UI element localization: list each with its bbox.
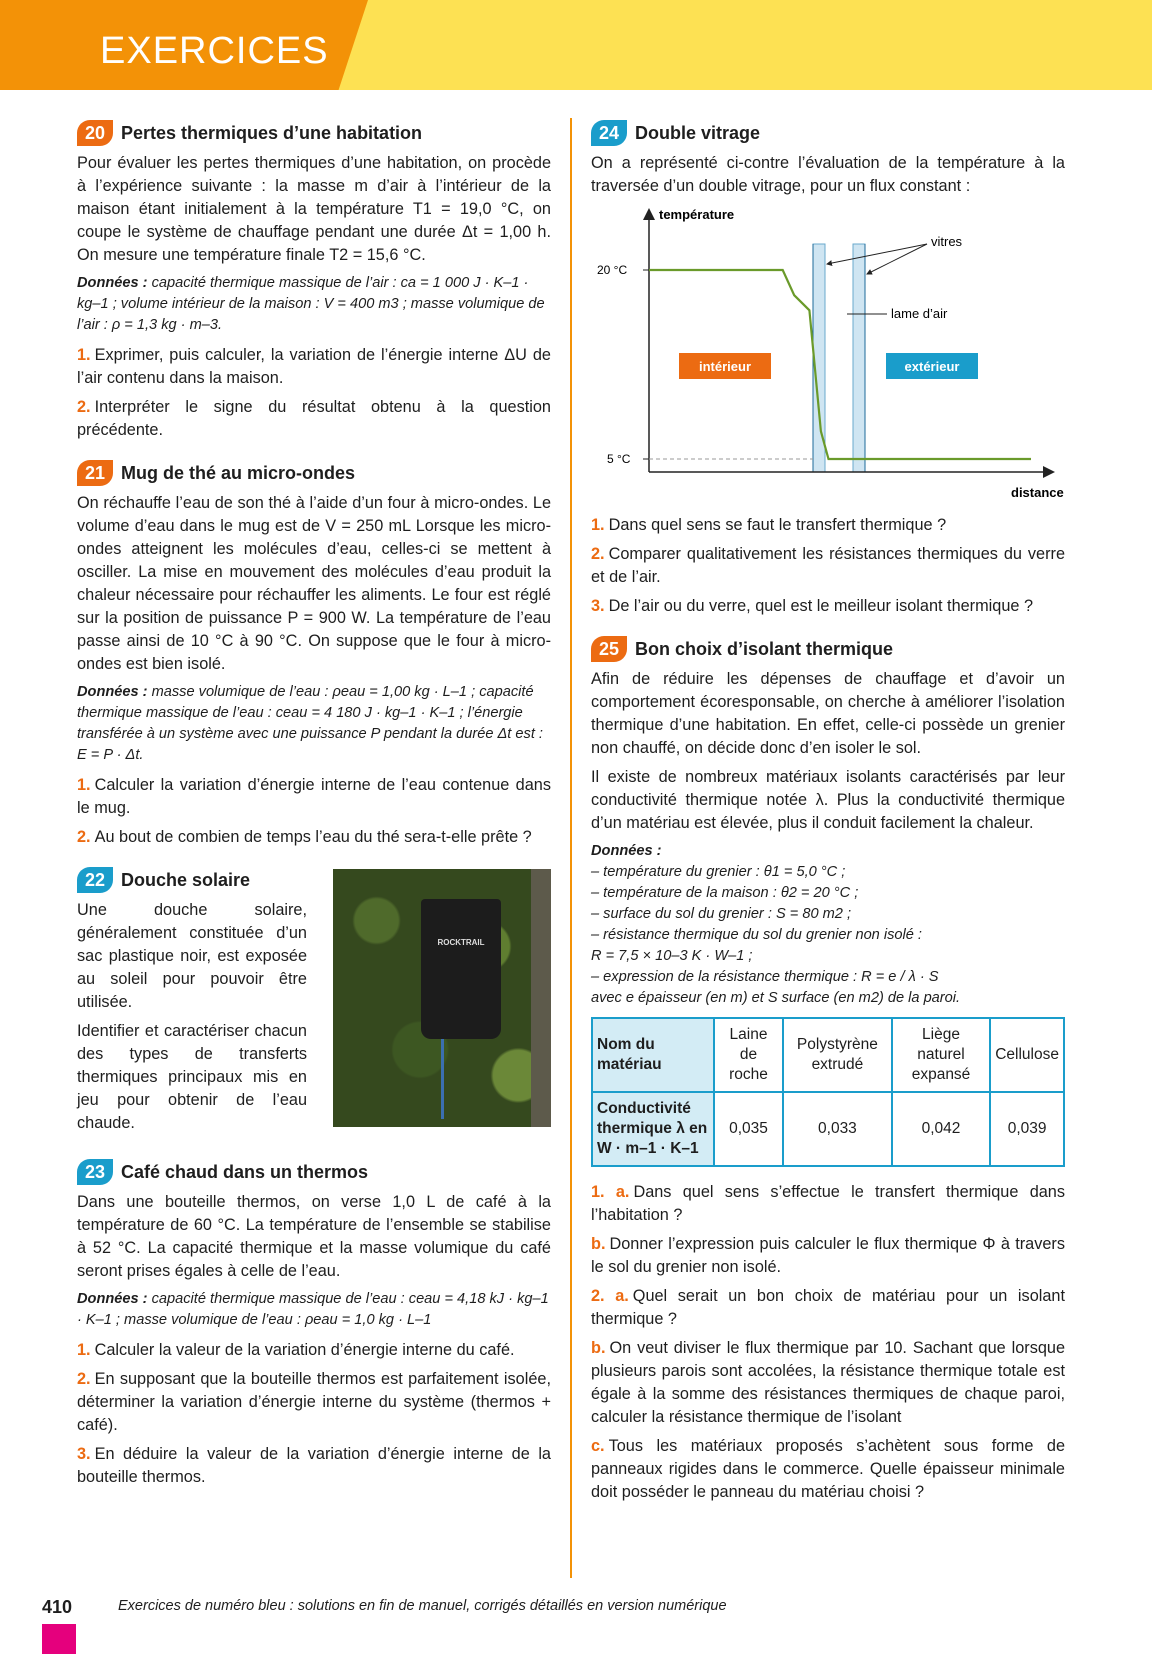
data-item: – expression de la résistance thermique : R = e / λ · S	[591, 969, 939, 985]
table-cell: Cellulose	[990, 1018, 1064, 1092]
table-cell: 0,042	[892, 1092, 990, 1166]
exercise-title: Douche solaire	[121, 869, 251, 890]
data-text: capacité thermique massique de l’eau : ceau = 4,18 kJ · kg–1 · K–1 ; masse volumique de l’eau : ρeau = 1,0 kg · L–1	[77, 1291, 549, 1328]
exercise-number: 24	[591, 120, 627, 146]
page-number: 410	[42, 1597, 73, 1617]
shower-hose	[441, 1039, 444, 1119]
glass-pane-2	[853, 244, 865, 472]
table-cell: Laine de roche	[714, 1018, 783, 1092]
question: 3. En déduire la valeur de la variation d’énergie interne de la bouteille thermos.	[77, 1445, 551, 1486]
data-item: – température de la maison : θ2 = 20 °C ;	[591, 885, 859, 901]
table-row	[592, 1018, 1064, 1092]
question: 2. a. Quel serait un bon choix de matériau pour un isolant thermique ?	[591, 1287, 1065, 1328]
exercise-title: Mug de thé au micro-ondes	[121, 462, 356, 483]
question: c. Tous les matériaux proposés s’achètent sous forme de panneaux rigides dans le commerce. Quelle épaisseur minimale doit posséder le panneau du matériau choisi ?	[591, 1437, 1065, 1501]
exercise-text: Une douche solaire, généralement constituée d’un sac plastique noir, est exposée au soleil pour pouvoir être utilisée.	[77, 901, 307, 1011]
table-cell: 0,033	[783, 1092, 892, 1166]
exercise-title: Bon choix d’isolant thermique	[635, 638, 894, 659]
shower-bag	[421, 899, 501, 1039]
exercise-23	[77, 1159, 551, 1489]
exercise-25	[591, 636, 1065, 1504]
annotation-vitres: vitres	[931, 234, 963, 249]
exercise-number: 20	[77, 120, 113, 146]
right-column	[591, 120, 1065, 1522]
exercise-text: On réchauffe l’eau de son thé à l’aide d’un four à micro-ondes. Le volume d’eau dans le mug est de V = 250 mL Lorsque les micro-ondes atteignent les molécules d’eau, celles-ci se mettent à osciller. La mise en mouvement des molécules d’eau produit la chaleur nécessaire pour réchauffer les aliments. Le four est réglé sur la position de puissance P = 900 W. La température de l’eau passe ainsi de 10 °C à 90 °C. On suppose que le four à micro-ondes est bien isolé.	[77, 494, 551, 673]
data-text: masse volumique de l’eau : ρeau = 1,00 kg · L–1 ; capacité thermique massique de l’eau : ceau = 4 180 J · kg–1 · K–1 ; l’énergie transférée à un système avec une puissance P pendant la durée Δt est : E = P · Δt.	[77, 684, 543, 763]
data-block	[591, 841, 1065, 1009]
page-title: EXERCICES	[100, 30, 329, 72]
exercise-number: 25	[591, 636, 627, 662]
data-note: avec e épaisseur (en m) et S surface (en m2) de la paroi.	[591, 990, 961, 1006]
y-axis-label: température	[659, 207, 735, 222]
question: 1. Calculer la valeur de la variation d’énergie interne du café.	[77, 1341, 515, 1359]
exercise-text: Identifier et caractériser chacun des types de transferts thermiques principaux mis en jeu pour obtenir de l’eau chaude.	[77, 1022, 307, 1132]
exercise-title: Double vitrage	[635, 122, 761, 143]
exercise-title: Café chaud dans un thermos	[121, 1161, 369, 1182]
materials-table	[591, 1017, 1065, 1167]
y-tick-20: 20 °C	[597, 263, 628, 277]
question: 2. Interpréter le signe du résultat obtenu à la question précédente.	[77, 398, 551, 439]
exterior-label: extérieur	[904, 359, 960, 374]
data-item: – résistance thermique du sol du grenier non isolé :	[591, 927, 922, 943]
exercise-title: Pertes thermiques d’une habitation	[121, 122, 423, 143]
x-axis-label: distance	[1011, 485, 1064, 500]
question: 1. a. Dans quel sens s’effectue le transfert thermique dans l’habitation ?	[591, 1183, 1065, 1224]
bag-brand: ROCKTRAIL	[437, 938, 485, 947]
table-cell: Polystyrène extrudé	[783, 1018, 892, 1092]
wooden-post	[531, 869, 551, 1127]
table-header-name: Nom du matériau	[592, 1018, 714, 1092]
exercise-number: 22	[77, 867, 113, 893]
table-cell: 0,039	[990, 1092, 1064, 1166]
table-row	[592, 1092, 1064, 1166]
data-item: – température du grenier : θ1 = 5,0 °C ;	[591, 864, 846, 880]
exercise-number: 21	[77, 460, 113, 486]
double-glazing-chart	[591, 204, 1065, 504]
exercise-text: On a représenté ci-contre l’évaluation de la température à la traversée d’un double vitrage, pour un flux constant :	[591, 154, 1065, 195]
data-block	[77, 1289, 551, 1331]
exercise-text: Afin de réduire les dépenses de chauffage et d’avoir un comportement écoresponsable, on cherche à améliorer l’isolation thermique d’une habitation. En effet, celle-ci possède un grenier non chauffé, on décide donc d’en isoler le sol.	[591, 670, 1065, 757]
exercise-20	[77, 120, 551, 442]
exercise-number: 23	[77, 1159, 113, 1185]
data-text: capacité thermique massique de l’air : ca = 1 000 J · K–1 · kg–1 ; volume intérieur de la maison : V = 400 m3 ; masse volumique de l’air : ρ = 1,3 kg · m–3.	[77, 275, 545, 333]
data-label: Données :	[77, 275, 148, 291]
page-color-mark	[42, 1624, 76, 1654]
question: 1. Calculer la variation d’énergie interne de l’eau contenue dans le mug.	[77, 776, 551, 817]
footer-note: Exercices de numéro bleu : solutions en fin de manuel, corrigés détaillés en version numérique	[118, 1598, 727, 1614]
question: 1. Dans quel sens se faut le transfert thermique ?	[591, 516, 947, 534]
question: b. On veut diviser le flux thermique par 10. Sachant que lorsque plusieurs parois sont accolées, la résistance thermique totale est égale à la somme des résistances thermiques de chaque paroi, calculer la résistance thermique de l’isolant	[591, 1339, 1065, 1426]
solar-shower-photo	[333, 869, 551, 1127]
y-tick-5: 5 °C	[607, 452, 631, 466]
question: 3. De l’air ou du verre, quel est le meilleur isolant thermique ?	[591, 597, 1034, 615]
question: 2. En supposant que la bouteille thermos est parfaitement isolée, déterminer la variation d’énergie interne du système (thermos + café).	[77, 1370, 551, 1434]
data-item: R = 7,5 × 10–3 K · W–1 ;	[591, 948, 753, 964]
annotation-lame-air: lame d’air	[891, 306, 948, 321]
data-label: Données :	[591, 843, 662, 859]
data-block	[77, 273, 551, 336]
question: 2. Comparer qualitativement les résistances thermiques du verre et de l’air.	[591, 545, 1065, 586]
exercise-21	[77, 460, 551, 849]
left-column	[77, 120, 551, 1507]
exercise-22	[77, 867, 551, 1141]
data-block	[77, 682, 551, 766]
exercise-24	[591, 120, 1065, 618]
interior-label: intérieur	[698, 359, 752, 374]
data-label: Données :	[77, 1291, 148, 1307]
table-cell: Liège naturel expansé	[892, 1018, 990, 1092]
data-label: Données :	[77, 684, 148, 700]
table-cell: 0,035	[714, 1092, 783, 1166]
exercise-text: Pour évaluer les pertes thermiques d’une habitation, on procède à l’expérience suivante : la masse m d’air à l’intérieur de la maison étant initialement à la température T1 = 19,0 °C, on coupe le système de chauffage pendant une durée Δt = 1,00 h. On mesure une température finale T2 = 15,6 °C.	[77, 154, 551, 264]
exercise-text: Dans une bouteille thermos, on verse 1,0 L de café à la température de 60 °C. La température de l’ensemble se stabilise à 52 °C. La capacité thermique et la masse volumique du café seront prises égales à celle de l’eau.	[77, 1193, 551, 1280]
table-header-conductivity: Conductivité thermique λ en W · m–1 · K–1	[592, 1092, 714, 1166]
exercise-text: Il existe de nombreux matériaux isolants caractérisés par leur conductivité thermique notée λ. Plus la conductivité thermique d’un matériau est élevée, plus il conduit facilement la chaleur.	[591, 768, 1065, 832]
question: 2. Au bout de combien de temps l’eau du thé sera-t-elle prête ?	[77, 828, 532, 846]
chart-svg	[591, 204, 1065, 504]
column-divider	[570, 118, 572, 1578]
question: 1. Exprimer, puis calculer, la variation de l’énergie interne ΔU de l’air contenu dans la maison.	[77, 346, 551, 387]
data-item: – surface du sol du grenier : S = 80 m2 ;	[591, 906, 851, 922]
question: b. Donner l’expression puis calculer le flux thermique Φ à travers le sol du grenier non isolé.	[591, 1235, 1065, 1276]
